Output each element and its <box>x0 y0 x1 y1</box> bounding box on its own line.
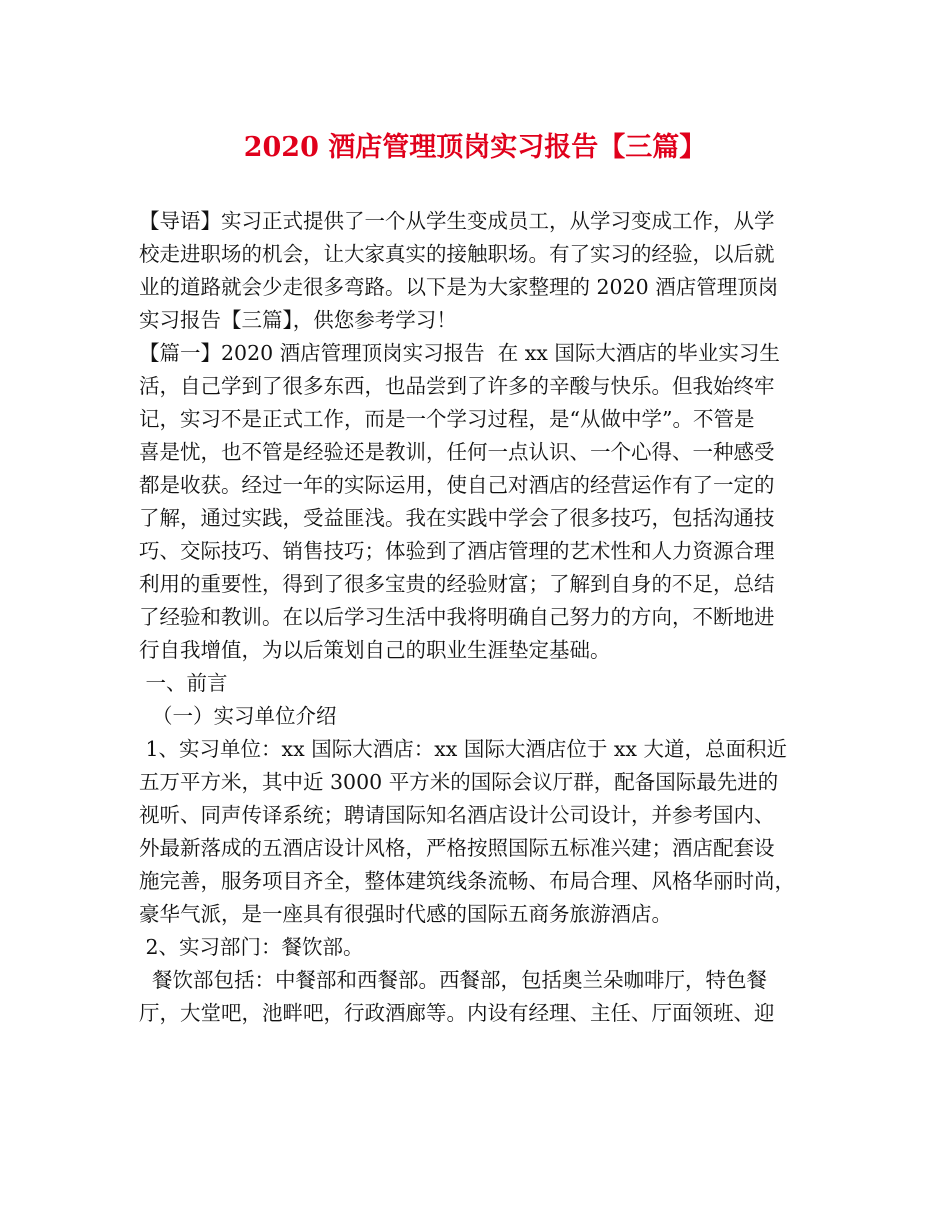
text-line: 都是收获。经过一年的实际运用，使自己对酒店的经营运作有了一定的 <box>139 473 775 497</box>
text-line: 【篇一】2020 酒店管理顶岗实习报告 在 xx 国际大酒店的毕业实习生 <box>139 341 780 365</box>
text-line: 活，自己学到了很多东西，也品尝到了许多的辛酸与快乐。但我始终牢 <box>139 374 775 398</box>
text-line: 外最新落成的五酒店设计风格，严格按照国际五标准兴建；酒店配套设 <box>139 836 775 860</box>
text-line: 2、实习部门：餐饮部。 <box>139 935 364 959</box>
text-line: 视听、同声传译系统；聘请国际知名酒店设计公司设计，并参考国内、 <box>139 803 775 827</box>
text-line: 了解，通过实践，受益匪浅。我在实践中学会了很多技巧，包括沟通技 <box>139 506 775 530</box>
text-line: 五万平方米，其中近 3000 平方米的国际会议厅群，配备国际最先进的 <box>139 770 779 794</box>
text-line: 餐饮部包括：中餐部和西餐部。西餐部，包括奥兰朵咖啡厅，特色餐 <box>139 968 768 992</box>
text-line: 利用的重要性，得到了很多宝贵的经验财富；了解到自身的不足，总结 <box>139 572 775 596</box>
text-line: 厅，大堂吧，池畔吧，行政酒廊等。内设有经理、主任、厅面领班、迎 <box>139 1001 775 1025</box>
text-line: 了经验和教训。在以后学习生活中我将明确自己努力的方向，不断地进 <box>139 605 775 629</box>
section-heading: 一、前言 <box>139 671 228 695</box>
document-title: 2020 酒店管理顶岗实习报告【三篇】 <box>243 132 707 163</box>
text-line: 喜是忧，也不管是经验还是教训，任何一点认识、一个心得、一种感受 <box>139 440 775 464</box>
text-line: 行自我增值，为以后策划自己的职业生涯垫定基础。 <box>139 638 611 662</box>
document-body <box>139 205 829 1030</box>
subsection-heading: （一）实习单位介绍 <box>139 704 337 728</box>
text-line: 记，实习不是正式工作，而是一个学习过程，是“从做中学”。不管是 <box>139 407 755 431</box>
text-line: 【导语】实习正式提供了一个从学生变成员工，从学习变成工作，从学 <box>139 209 775 233</box>
text-line: 豪华气派，是一座具有很强时代感的国际五商务旅游酒店。 <box>139 902 672 926</box>
text-line: 施完善，服务项目齐全，整体建筑线条流畅、布局合理、风格华丽时尚， <box>139 869 795 893</box>
text-line: 1、实习单位：xx 国际大酒店：xx 国际大酒店位于 xx 大道，总面积近 <box>139 737 787 761</box>
text-line: 业的道路就会少走很多弯路。以下是为大家整理的 2020 酒店管理顶岗 <box>139 275 779 299</box>
text-line: 校走进职场的机会，让大家真实的接触职场。有了实习的经验，以后就 <box>139 242 775 266</box>
text-line: 巧、交际技巧、销售技巧；体验到了酒店管理的艺术性和人力资源合理 <box>139 539 775 563</box>
text-line: 实习报告【三篇】，供您参考学习！ <box>139 308 457 332</box>
